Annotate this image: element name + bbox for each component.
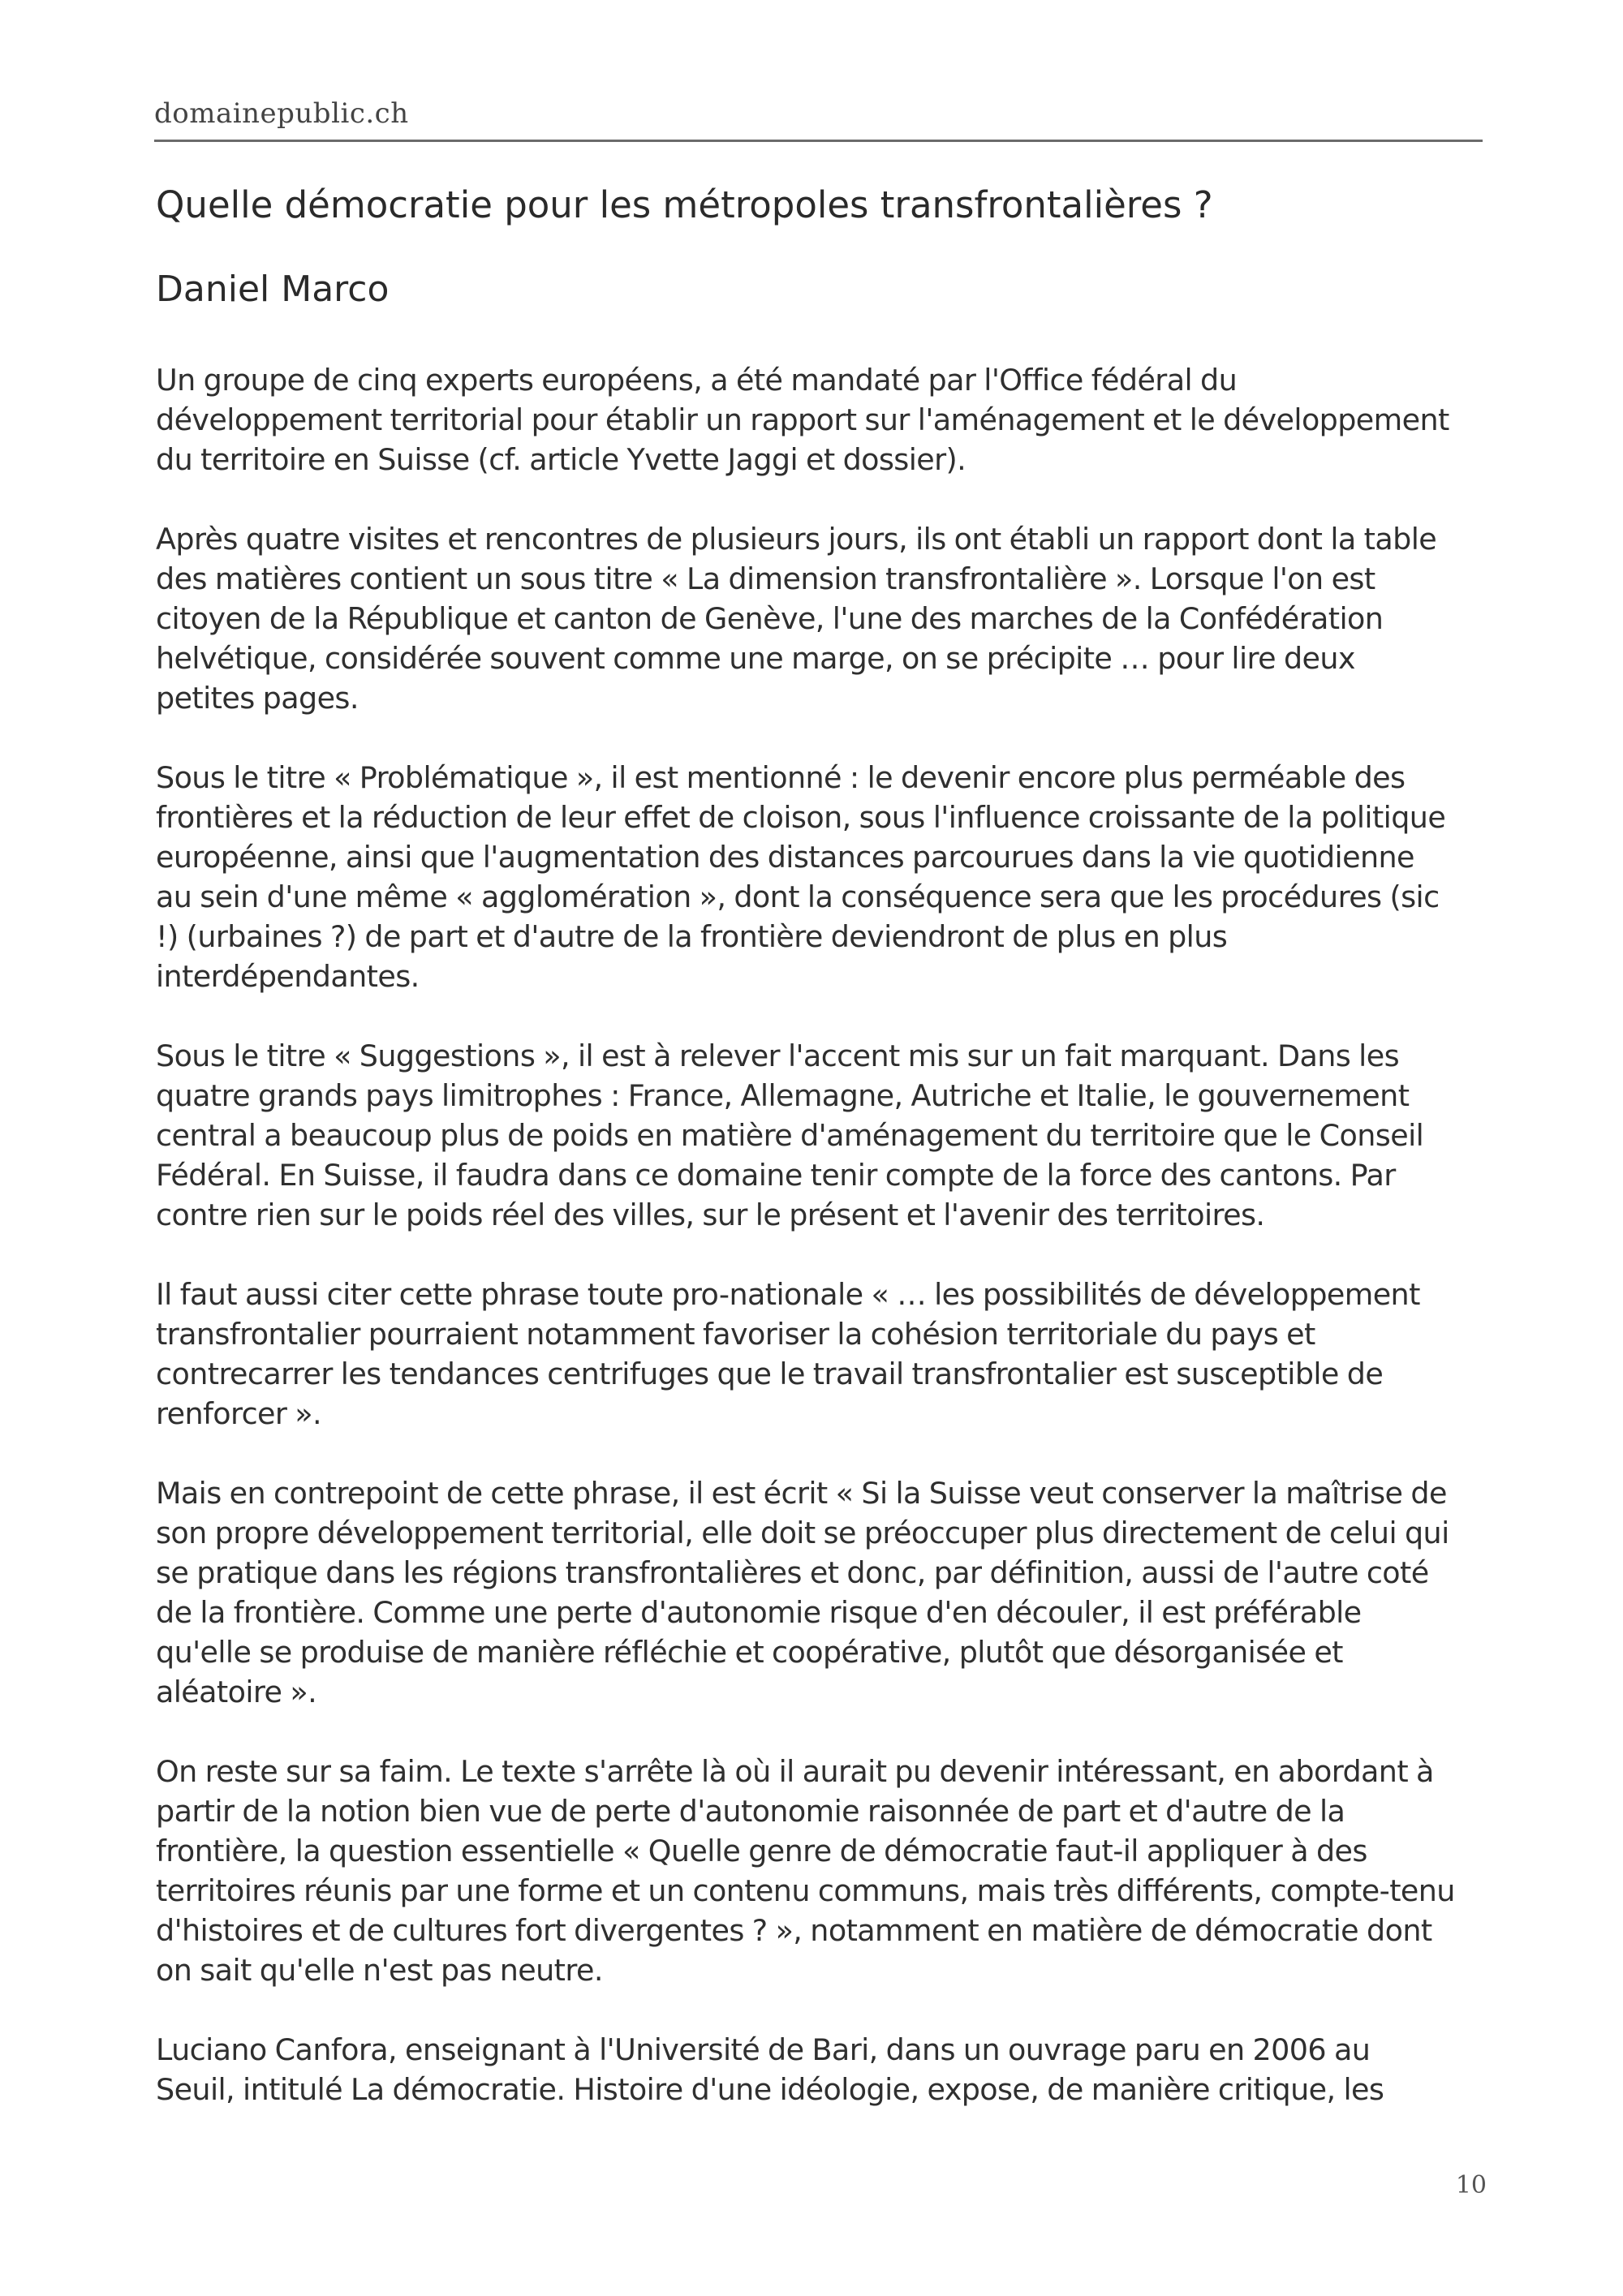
paragraph-5: Il faut aussi citer cette phrase toute pro-nationale « … les possibilités de développement transfrontalier pourraient notamment favoriser la cohésion territoriale du pays et contrecarrer les tendances centrifuges que le travail transfrontalier est susceptible de renforcer ». xyxy=(156,1277,1420,1431)
article-author: Daniel Marco xyxy=(156,269,390,310)
article-title: Quelle démocratie pour les métropoles transfrontalières ? xyxy=(156,183,1213,226)
page-header xyxy=(154,96,1483,142)
paragraph-8: Luciano Canfora, enseignant à l'Université de Bari, dans un ouvrage paru en 2006 au Seuil, intitulé La démocratie. Histoire d'une idéologie, expose, de manière critique, les xyxy=(156,2032,1384,2107)
paragraph-2: Après quatre visites et rencontres de plusieurs jours, ils ont établi un rapport dont la table des matières contient un sous titre « La dimension transfrontalière ». Lorsque l'on est citoyen de la République et canton de Genève, l'une des marches de la Confédération helvétique, considérée souvent comme une marge, on se précipite … pour lire deux petites pages. xyxy=(156,522,1437,716)
paragraph-6: Mais en contrepoint de cette phrase, il est écrit « Si la Suisse veut conserver la maîtrise de son propre développement territorial, elle doit se préoccuper plus directement de celui qui se pratique dans les régions transfrontalières et donc, par définition, aussi de l'autre coté de la frontière. Comme une perte d'autonomie risque d'en découler, il est préférable qu'elle se produise de manière réfléchie et coopérative, plutôt que désorganisée et aléatoire ». xyxy=(156,1476,1449,1709)
paragraph-3: Sous le titre « Problématique », il est mentionné : le devenir encore plus perméable des frontières et la réduction de leur effet de cloison, sous l'influence croissante de la politique européenne, ainsi que l'augmentation des distances parcourues dans la vie quotidienne au sein d'une même « agglomération », dont la conséquence sera que les procédures (sic !) (urbaines ?) de part et d'autre de la frontière deviendront de plus en plus interdépendantes. xyxy=(156,760,1446,994)
paragraph-1: Un groupe de cinq experts européens, a été mandaté par l'Office fédéral du développement territorial pour établir un rapport sur l'aménagement et le développement du territoire en Suisse (cf. article Yvette Jaggi et dossier). xyxy=(156,363,1449,477)
page-number: 10 xyxy=(1455,2171,1487,2199)
site-name: domainepublic.ch xyxy=(154,97,409,130)
paragraph-7: On reste sur sa faim. Le texte s'arrête là où il aurait pu devenir intéressant, en abordant à partir de la notion bien vue de perte d'autonomie raisonnée de part et d'autre de la frontière, la question essentielle « Quelle genre de démocratie faut-il appliquer à des territoires réunis par une forme et un contenu communs, mais très différents, compte-tenu d'histoires et de cultures fort divergentes ? », notamment en matière de démocratie dont on sait qu'elle n'est pas neutre. xyxy=(156,1754,1455,1988)
article xyxy=(156,177,1487,2149)
paragraph-4: Sous le titre « Suggestions », il est à relever l'accent mis sur un fait marquant. Dans les quatre grands pays limitrophes : France, Allemagne, Autriche et Italie, le gouvernement central a beaucoup plus de poids en matière d'aménagement du territoire que le Conseil Fédéral. En Suisse, il faudra dans ce domaine tenir compte de la force des cantons. Par contre rien sur le poids réel des villes, sur le présent et l'avenir des territoires. xyxy=(156,1038,1424,1232)
article-body xyxy=(156,360,1487,2109)
